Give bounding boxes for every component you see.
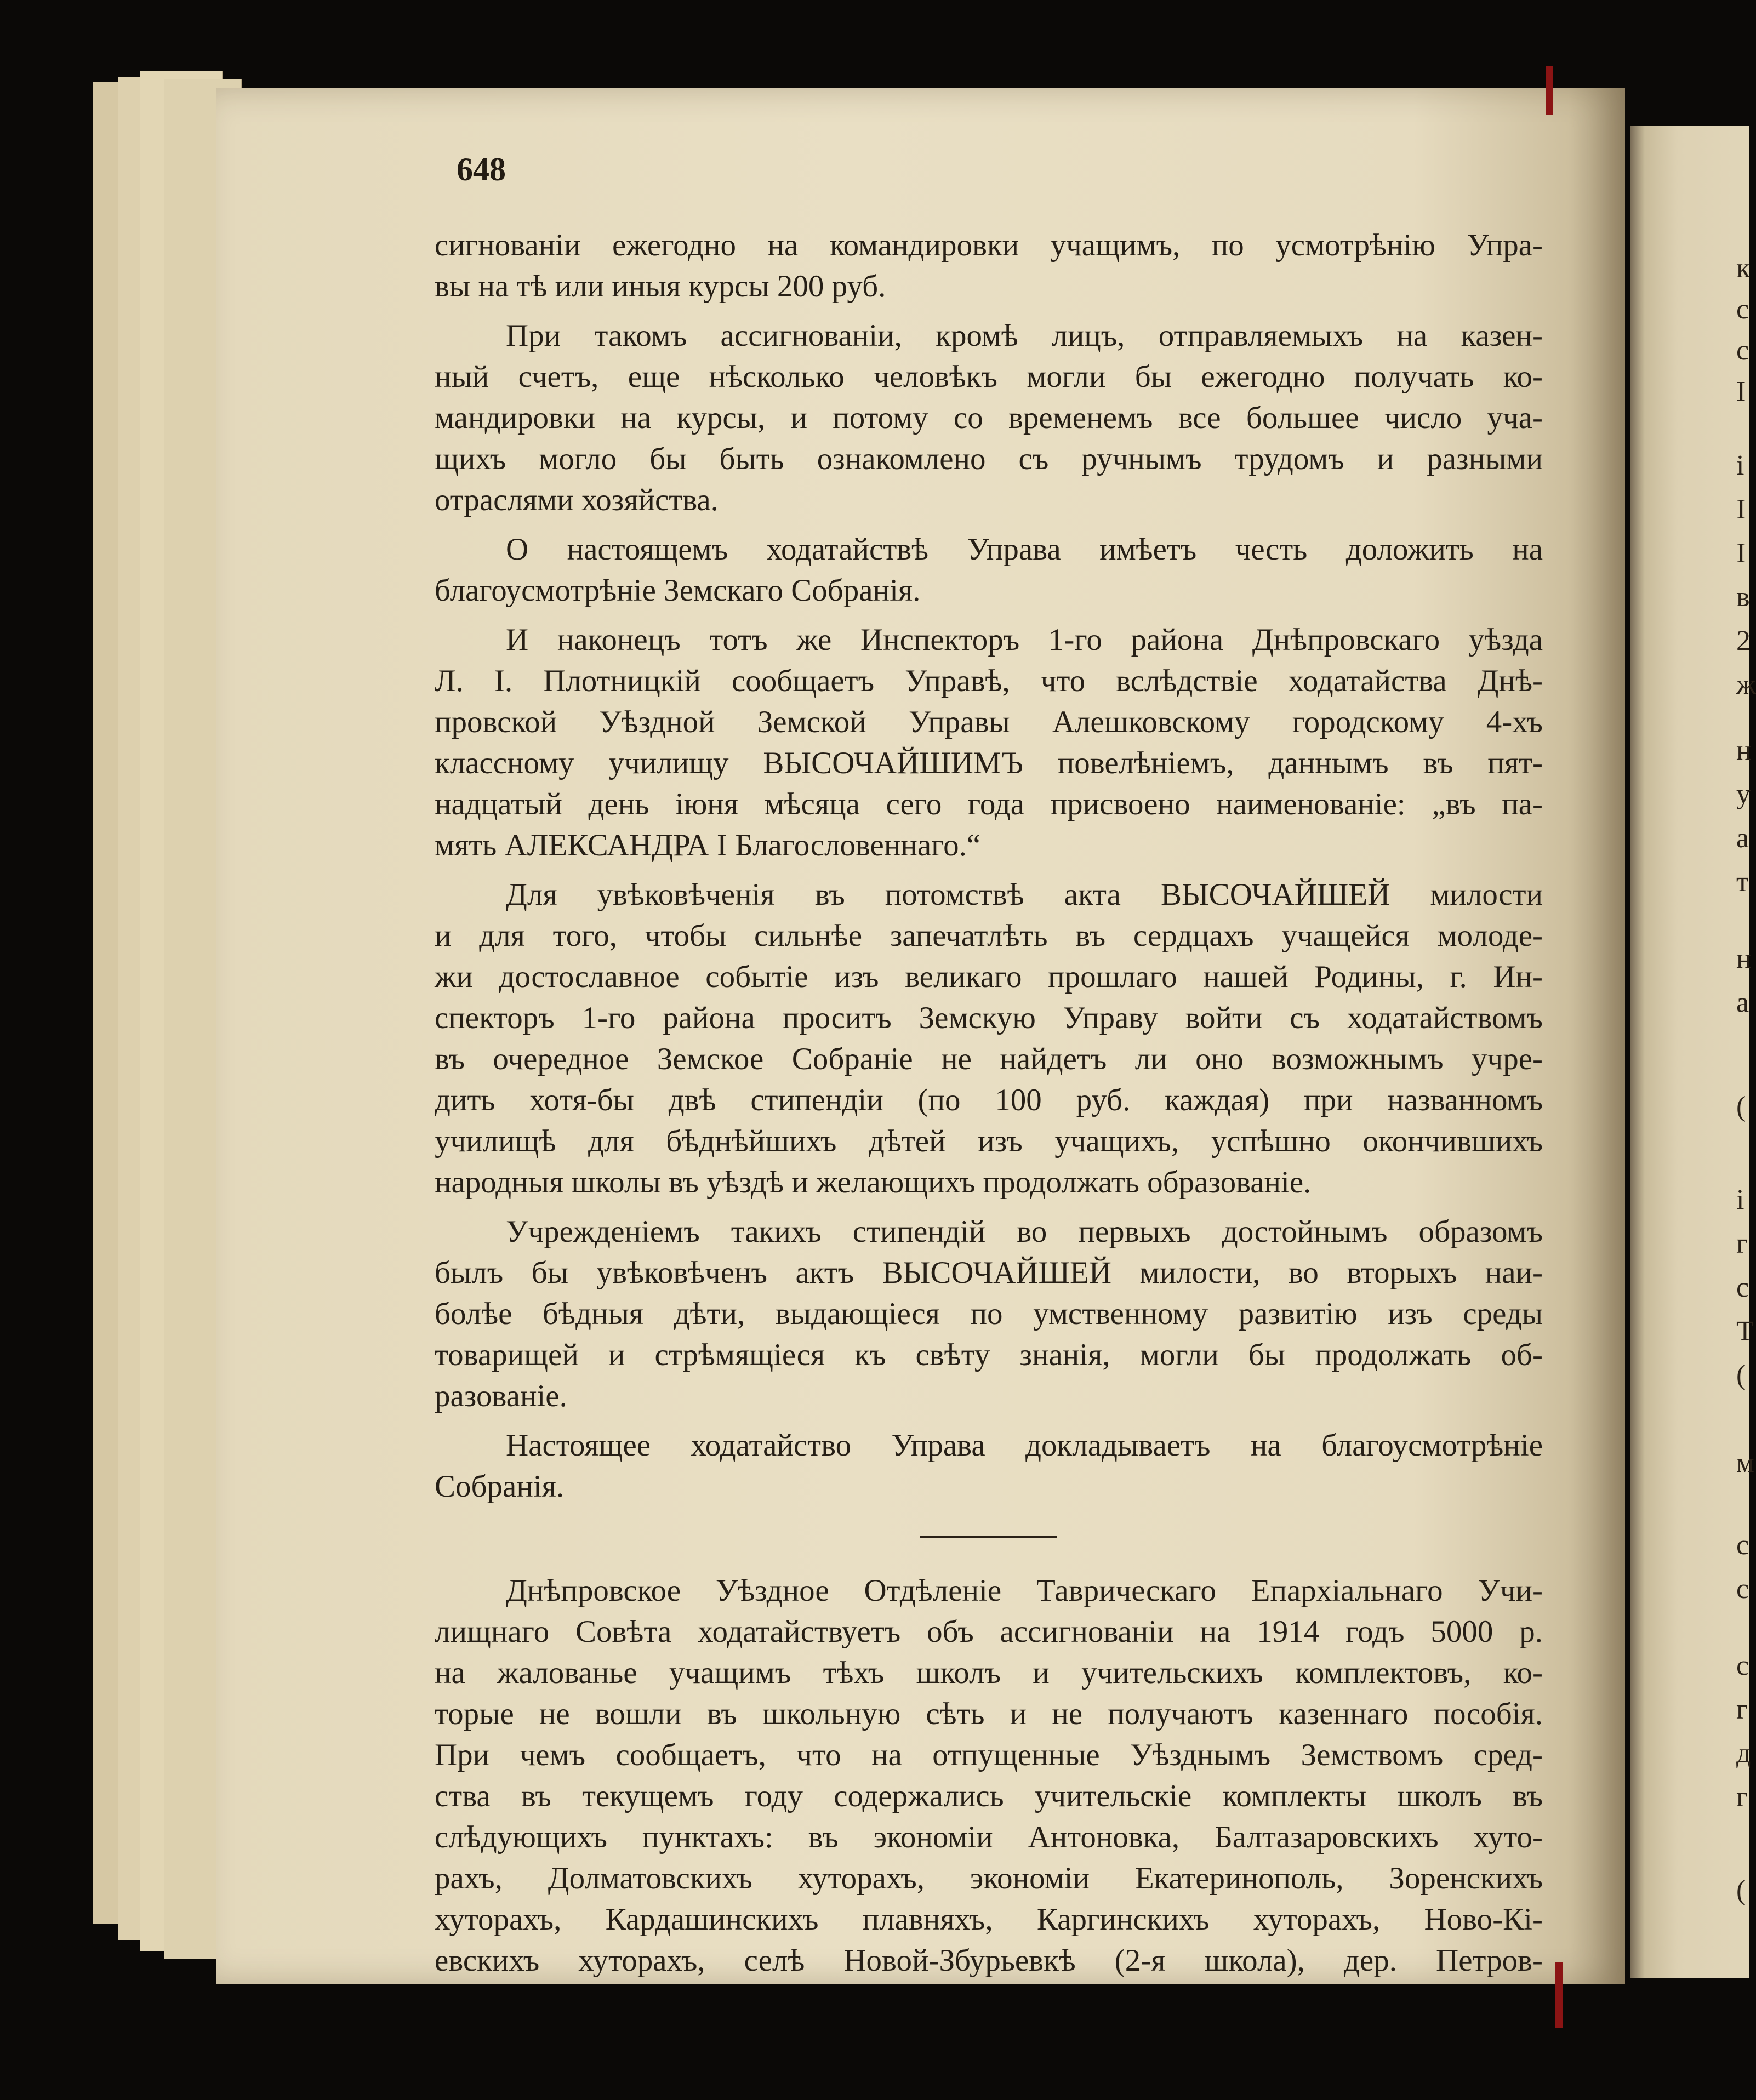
text-line: При такомъ ассигнованіи, кромѣ лицъ, отправляемыхъ на казен- (506, 318, 1543, 353)
text-line: О настоящемъ ходатайствѣ Управа имѣетъ честь доложить на (506, 532, 1543, 567)
facing-page-letter: ж (1736, 669, 1756, 700)
text-line: дить хотя-бы двѣ стипендіи (по 100 руб. каждая) при названномъ (435, 1083, 1543, 1117)
facing-page-letter: с (1736, 1272, 1749, 1303)
facing-page-letter: Т (1736, 1316, 1754, 1347)
text-line: мандировки на курсы, и потому со временемъ все большее число уча- (435, 401, 1543, 435)
facing-page-letter: ( (1736, 1360, 1746, 1391)
text-line: благоусмотрѣніе Земскаго Собранія. (435, 573, 921, 608)
paragraph (435, 1211, 1543, 1417)
facing-page-letter: I (1736, 376, 1746, 407)
text-line: былъ бы увѣковѣченъ актъ ВЫСОЧАЙШЕЙ милости, во вторыхъ наи- (435, 1256, 1543, 1290)
text-line: классному училищу ВЫСОЧАЙШИМЪ повелѣніемъ, даннымъ въ пят- (435, 746, 1543, 780)
text-line: ства въ текущемъ году содержались учительскіе комплекты школъ въ (435, 1779, 1543, 1813)
text-line: Собранія. (435, 1469, 565, 1504)
facing-page-letter: ( (1736, 1091, 1746, 1122)
text-line: въ очередное Земское Собраніе не найдетъ ли оно возможнымъ учре- (435, 1042, 1543, 1076)
facing-page-letter: г (1736, 1694, 1748, 1725)
text-line: Л. I. Плотницкій сообщаетъ Управѣ, что вслѣдствіе ходатайства Днѣ- (435, 664, 1543, 698)
facing-page-letter: г (1736, 1228, 1748, 1259)
text-line: мять АЛЕКСАНДРА I Благословеннаго.“ (435, 828, 981, 863)
section-divider (920, 1536, 1057, 1538)
text-line: и для того, чтобы сильнѣе запечатлѣть въ сердцахъ учащейся молоде- (435, 918, 1543, 953)
page-number: 648 (457, 151, 506, 187)
text-line: разованіе. (435, 1379, 567, 1413)
text-line: жи достославное событіе изъ великаго прошлаго нашей Родины, г. Ин- (435, 960, 1543, 994)
facing-page-letter: с (1736, 1573, 1749, 1605)
text-line: вы на тѣ или иныя курсы 200 руб. (435, 269, 886, 304)
facing-page-letter: у (1736, 779, 1751, 810)
facing-page-letter: в (1736, 581, 1750, 613)
facing-page-letter: і (1736, 450, 1744, 481)
facing-page-letter: м (1736, 1447, 1754, 1479)
section-two (435, 1570, 1543, 1981)
text-line: евскихъ хуторахъ, селѣ Новой-Збурьевкѣ (2-я школа), дер. Петров- (435, 1943, 1543, 1978)
facing-page-letter: с (1736, 1650, 1749, 1681)
text-line: Настоящее ходатайство Управа докладываетъ на благоусмотрѣніе (506, 1428, 1543, 1463)
body-text (435, 225, 1543, 1981)
facing-page-letter: а (1736, 823, 1749, 854)
text-line: ный счетъ, еще нѣсколько человѣкъ могли бы ежегодно получать ко- (435, 359, 1543, 394)
text-line: хуторахъ, Кардашинскихъ плавняхъ, Каргинскихъ хуторахъ, Ново-Кі- (435, 1902, 1543, 1937)
paragraph (435, 315, 1543, 521)
bookmark-ribbon-bottom (1555, 1962, 1563, 2028)
facing-page-letter: н (1736, 943, 1752, 974)
text-line: щихъ могло бы быть ознакомлено съ ручнымъ трудомъ и разными (435, 442, 1543, 476)
text-line: При чемъ сообщаетъ, что на отпущенные Уѣзднымъ Земствомъ сред- (435, 1738, 1543, 1772)
text-line: болѣе бѣдныя дѣти, выдающіеся по умственному развитію изъ среды (435, 1297, 1543, 1331)
text-line: на жалованье учащимъ тѣхъ школъ и учительскихъ комплектовъ, ко- (435, 1656, 1543, 1690)
text-line: народныя школы въ уѣздѣ и желающихъ продолжать образованіе. (435, 1165, 1312, 1200)
text-line: торые не вошли въ школьную сѣть и не получаютъ казеннаго пособія. (435, 1697, 1543, 1731)
text-line: спекторъ 1-го района проситъ Земскую Управу войти съ ходатайствомъ (435, 1001, 1543, 1035)
text-line: отраслями хозяйства. (435, 483, 719, 517)
facing-page-letter: т (1736, 866, 1749, 898)
facing-page-letter: і (1736, 1184, 1744, 1216)
facing-page-letter: д (1736, 1738, 1751, 1769)
text-line: Для увѣковѣченія въ потомствѣ акта ВЫСОЧАЙШЕЙ милости (506, 877, 1543, 912)
paragraph (435, 874, 1543, 1203)
facing-page-letter: г (1736, 1782, 1748, 1813)
facing-page-letter: н (1736, 735, 1752, 766)
text-line: слѣдующихъ пунктахъ: въ экономіи Антоновка, Балтазаровскихъ хуто- (435, 1820, 1543, 1854)
text-line: провской Уѣздной Земской Управы Алешковскому городскому 4-хъ (435, 705, 1543, 739)
paragraph (435, 1425, 1543, 1507)
text-line: училищѣ для бѣднѣйшихъ дѣтей изъ учащихъ, успѣшно окончившихъ (435, 1124, 1543, 1159)
bookmark-ribbon-top (1546, 66, 1553, 115)
paragraph (435, 529, 1543, 611)
text-line: Учрежденіемъ такихъ стипендій во первыхъ достойнымъ образомъ (506, 1214, 1543, 1249)
text-line: товарищей и стрѣмящіеся къ свѣту знанія, могли бы продолжать об- (435, 1338, 1543, 1372)
facing-page-letter: а (1736, 987, 1749, 1018)
text-line: надцатый день іюня мѣсяца сего года присвоено наименованіе: „въ па- (435, 787, 1543, 821)
facing-page-letter: I (1736, 494, 1746, 525)
text-line: И наконецъ тотъ же Инспекторъ 1-го района Днѣпровскаго уѣзда (506, 623, 1543, 657)
section-one (435, 225, 1543, 1507)
facing-page-letter: к (1736, 253, 1751, 284)
facing-page-letter: I (1736, 538, 1746, 569)
facing-page-letter: с (1736, 335, 1749, 366)
facing-page-letter: ( (1736, 1875, 1746, 1906)
text-line: лищнаго Совѣта ходатайствуетъ объ ассигнованіи на 1914 годъ 5000 р. (435, 1614, 1543, 1649)
facing-page-letter: с (1736, 1530, 1749, 1561)
text-line: Днѣпровское Уѣздное Отдѣленіе Таврическаго Епархіальнаго Учи- (506, 1573, 1543, 1608)
text-line: рахъ, Долматовскихъ хуторахъ, экономіи Екатеринополь, Зоренскихъ (435, 1861, 1543, 1896)
paragraph (435, 619, 1543, 866)
facing-page-strip (1630, 126, 1749, 1978)
facing-page-letter: с (1736, 294, 1749, 325)
paragraph (435, 225, 1543, 307)
facing-page-letter: 2 (1736, 625, 1751, 657)
text-line: сигнованіи ежегодно на командировки учащимъ, по усмотрѣнію Упра- (435, 228, 1543, 262)
